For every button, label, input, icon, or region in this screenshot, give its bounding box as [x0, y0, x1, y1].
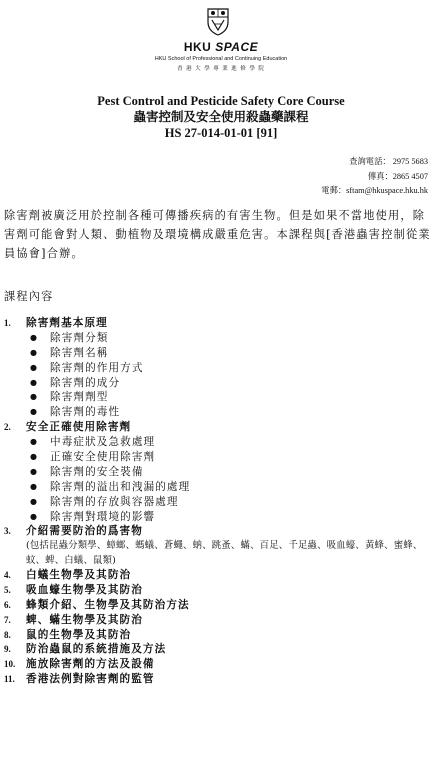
outline-item-number: 7. — [4, 614, 11, 625]
outline-subitem-label: 除害劑的毒性 — [50, 406, 121, 419]
outline-subitem-label: 除害劑對環境的影響 — [50, 510, 156, 523]
outline-subitem-label: 正確安全使用除害劑 — [50, 451, 156, 464]
outline-subitem — [4, 331, 436, 346]
contact-enquiry: 查詢電話： 2975 5683 — [349, 157, 428, 166]
outline-item-number: 11. — [4, 674, 15, 685]
bullet-icon: ● — [30, 377, 37, 387]
outline-subitem — [4, 390, 436, 405]
outline-item — [4, 657, 436, 672]
outline-item-title: 白蟻生物學及其防治 — [26, 568, 132, 581]
outline-subitem — [4, 435, 436, 450]
outline-item-number: 3. — [4, 526, 11, 537]
course-intro: 除害劑被廣泛用於控制各種可傳播疾病的有害生物。但是如果不當地使用，除害劑可能會對人類、動植物及環境構成嚴重危害。本課程與[香港蟲害控制從業員協會]合辦。 — [4, 209, 431, 260]
bullet-icon: ● — [30, 392, 37, 402]
outline-subitem-label: 除害劑的存放與容器處理 — [50, 495, 179, 508]
outline-item — [4, 613, 436, 628]
outline-item-number: 8. — [4, 629, 11, 640]
outline-item-title: 香港法例對除害劑的監管 — [26, 673, 155, 686]
outline-item-title: 蜂類介紹、生物學及其防治方法 — [26, 598, 190, 611]
outline-subitem — [4, 465, 436, 480]
bullet-icon: ● — [30, 452, 37, 462]
section-title: 課程內容 — [4, 290, 54, 303]
outline-subitem-label: 除害劑的安全裝備 — [50, 465, 144, 478]
outline-subitem-label: 除害劑的成分 — [50, 376, 121, 389]
outline-item-number: 1. — [4, 318, 11, 328]
contact-email[interactable]: 電郵：sftam@hkuspace.hku.hk — [321, 186, 428, 195]
course-title-en: Pest Control and Pesticide Safety Core Course — [97, 94, 345, 108]
outline-subitem — [4, 346, 436, 361]
outline-item-number: 10. — [4, 659, 16, 670]
hku-crest-icon — [207, 8, 229, 36]
outline-subitem — [4, 405, 436, 420]
outline-item-title: 吸血蠔生物學及其防治 — [26, 583, 143, 596]
outline-item-number: 6. — [4, 599, 11, 610]
outline-subitem-label: 除害劑的溢出和洩漏的處理 — [50, 480, 191, 493]
school-name-cn: 香 港 大 學 專 業 進 修 學 院 — [177, 66, 265, 72]
bullet-icon: ● — [30, 407, 37, 417]
outline-item — [4, 524, 436, 539]
school-name-en: HKU School of Professional and Continuing Education — [154, 56, 288, 62]
bullet-icon: ● — [30, 511, 37, 521]
course-code: HS 27-014-01-01 [91] — [164, 126, 278, 140]
bullet-icon: ● — [30, 437, 37, 447]
outline-item-title: 鼠的生物學及其防治 — [26, 628, 132, 641]
outline-item-number: 2. — [4, 422, 11, 433]
outline-item — [4, 583, 436, 598]
outline-subitem-label: 除害劑名稱 — [50, 346, 109, 359]
outline-item — [4, 642, 436, 657]
outline-subitem — [4, 376, 436, 391]
outline-item-number: 4. — [4, 569, 11, 580]
outline-item-note: (包括昆蟲分類學、蟑螂、螞蟻、蒼蠅、蚋、跳蚤、蟎、百足、千足蟲、吸血蠔、黃蜂、蜜蜂、蚊、蜱、白蟻、鼠類) — [26, 540, 423, 566]
outline-item — [4, 568, 436, 583]
outline-item — [4, 598, 436, 613]
outline-subitem-label: 除害劑的作用方式 — [50, 361, 144, 374]
outline-item-title: 施放除害劑的方法及設備 — [26, 658, 155, 671]
bullet-icon: ● — [30, 362, 37, 372]
outline-item — [4, 420, 436, 435]
outline-item-number: 9. — [4, 644, 11, 655]
hku-space-logo — [0, 40, 442, 54]
brand-hku: HKU — [183, 40, 212, 54]
outline-item — [4, 628, 436, 643]
outline-subitem — [4, 450, 436, 465]
course-outline — [4, 316, 436, 687]
bullet-icon: ● — [30, 466, 37, 476]
outline-item-title: 蜱、蟎生物學及其防治 — [26, 613, 143, 626]
outline-subitem — [4, 480, 436, 495]
bullet-icon: ● — [30, 496, 37, 506]
outline-subitem-label: 中毒症狀及急救處理 — [50, 436, 156, 449]
outline-item-title: 防治蟲鼠的系統措施及方法 — [26, 643, 167, 656]
outline-subitem — [4, 361, 436, 376]
outline-item — [4, 316, 436, 331]
outline-item-title: 介紹需要防治的爲害物 — [26, 525, 143, 538]
brand-space: SPACE — [215, 40, 259, 54]
contact-info — [321, 155, 428, 199]
outline-item-title: 除害劑基本原理 — [26, 317, 108, 329]
outline-subitem-label: 除害劑分類 — [50, 331, 109, 344]
outline-subitem — [4, 510, 436, 525]
outline-item-number: 5. — [4, 584, 11, 595]
bullet-icon: ● — [30, 347, 37, 357]
bullet-icon: ● — [30, 332, 37, 342]
course-title-cn: 蟲害控制及安全使用殺蟲藥課程 — [133, 109, 309, 124]
outline-subitem-label: 除害劑劑型 — [50, 391, 109, 404]
contact-fax: 傳真：2865 4507 — [367, 171, 428, 181]
outline-item — [4, 672, 436, 687]
bullet-icon: ● — [30, 481, 37, 491]
outline-item-title: 安全正確使用除害劑 — [26, 421, 132, 434]
outline-subitem — [4, 495, 436, 510]
